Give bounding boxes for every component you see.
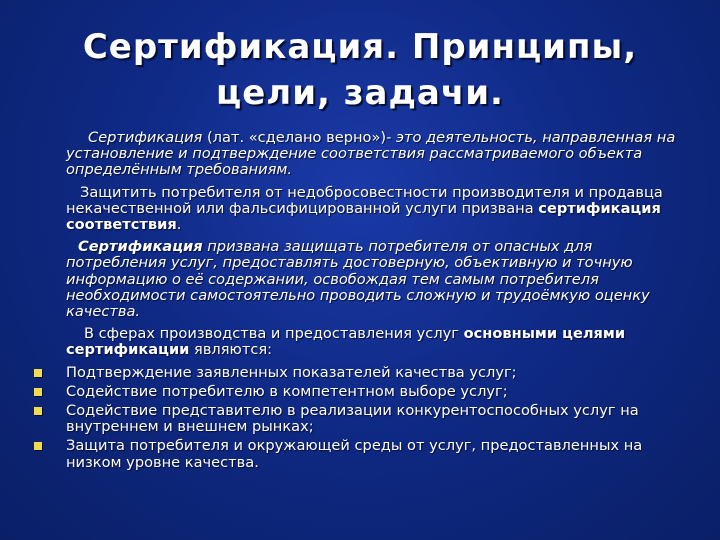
- goals-list: [66, 365, 678, 471]
- protection-bold: сертификация соответствия: [66, 199, 661, 234]
- square-bullet-icon: [34, 369, 42, 377]
- square-bullet-icon: [34, 388, 42, 396]
- title-line-1: Сертификация. Принципы,: [82, 27, 638, 67]
- list-item-text: Защита потребителя и окружающей среды от услуг, предоставленных на низком уровне качества.: [66, 437, 643, 471]
- definition-term: Сертификация: [88, 129, 203, 146]
- slide-title: [20, 24, 700, 116]
- slide-body: [66, 130, 678, 474]
- goals-intro-end: являются:: [189, 341, 273, 359]
- list-item-text: Подтверждение заявленных показателей качества услуг;: [66, 363, 517, 381]
- goals-intro-paragraph: [66, 326, 678, 358]
- list-item-text: Содействие потребителю в компетентном выборе услуг;: [66, 382, 508, 400]
- list-item-text: Содействие представителю в реализации конкурентоспособных услуг на внутреннем и внешнем рынках;: [66, 402, 639, 436]
- goals-intro-bold: основными целями сертификации: [66, 325, 626, 359]
- goals-intro-text: В сферах производства и предоставления услуг: [84, 325, 464, 343]
- definition-text: - это деятельность, направленная на установление и подтверждение соответствия рассматриваемого объекта определённым требованиям.: [66, 129, 676, 179]
- list-item: [66, 365, 678, 381]
- protection-text: Защитить потребителя от недобросовестности производителя и продавца некачественной или фальсифицированной услуги призвана: [66, 183, 663, 217]
- definition-latin: (лат. «сделано верно»): [202, 129, 387, 146]
- purpose-text: призвана защищать потребителя от опасных для потребления услуг, предоставлять достоверную, объективную и точную информацию о её содержании, освобождая тем самым потребителя необходимости самостоятельно проводить сложную и трудоёмкую оценку качества.: [66, 238, 650, 321]
- list-item: [66, 384, 678, 400]
- purpose-bold: Сертификация: [78, 238, 203, 256]
- list-item: [66, 438, 678, 470]
- square-bullet-icon: [34, 407, 42, 415]
- protection-paragraph: [66, 185, 678, 234]
- title-line-2: цели, задачи.: [216, 73, 504, 113]
- list-item: [66, 403, 678, 435]
- definition-paragraph: [66, 130, 678, 179]
- purpose-paragraph: [66, 239, 678, 320]
- protection-end: .: [176, 216, 182, 234]
- square-bullet-icon: [34, 442, 42, 450]
